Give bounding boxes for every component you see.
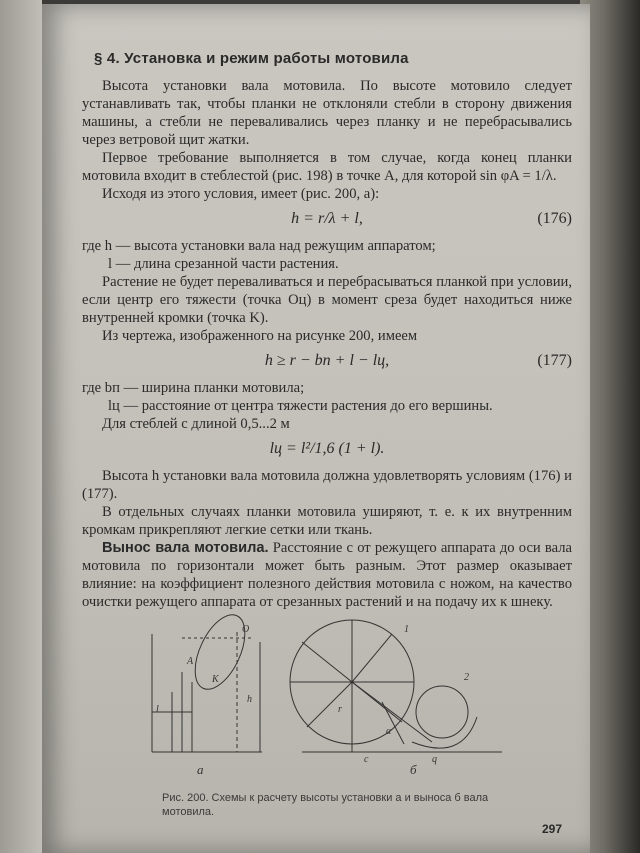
page-content	[82, 44, 572, 611]
paragraph-conditions: Высота h установки вала мотовила должна удовлетворять условиям (176) и (177).	[82, 468, 572, 502]
fig-label-l: l	[156, 704, 159, 715]
fig-label-A: A	[187, 656, 194, 667]
adjacent-page-edge	[0, 0, 42, 853]
where-lc: lц — расстояние от центра тяжести растения до его вершины.	[108, 398, 493, 414]
formula-177	[82, 345, 572, 379]
formula-176-number: (176)	[537, 210, 572, 227]
scheme-b	[290, 620, 502, 752]
page-number: 297	[542, 822, 563, 836]
where-h: где h — высота установки вала над режущим аппаратом;	[82, 238, 436, 254]
where-bp: где bп — ширина планки мотовила;	[82, 380, 305, 396]
paragraph-reel-height: Высота установки вала мотовила. По высоте мотовило следует устанавливать так, чтобы планки не отклоняли стебли в сторону движения машины, а стебли не переваливались через планку и не перебрасывались через ветровой щит жатки.	[82, 78, 572, 148]
section-heading: § 4. Установка и режим работы мотовила	[94, 50, 409, 67]
formula-176	[82, 203, 572, 237]
formula-176-expression: h = r/λ + l,	[291, 210, 363, 227]
formula-177-expression: h ≥ r − bп + l − lц,	[264, 352, 390, 369]
fig-label-r: r	[338, 704, 342, 715]
paragraph-first-requirement: Первое требование выполняется в том случае, когда конец планки мотовила входит в стеблестой (рис. 198) в точке A, для которой sin φA = 1/λ.	[82, 150, 572, 184]
where-l: l — длина срезанной части растения.	[108, 256, 339, 272]
fig-label-K: K	[212, 674, 219, 685]
fig-label-b: б	[410, 762, 417, 777]
figure-200	[142, 612, 522, 792]
fig-label-alpha: α	[386, 726, 392, 737]
fig-label-one: 1	[404, 624, 409, 635]
paragraph-plant-center: Растение не будет переваливаться и перебрасываться планкой при условии, если центр его тяжести (точка Oц) в момент среза будет находиться ниже внутренней кромки (точка K).	[82, 274, 572, 326]
formula-lc	[82, 433, 572, 467]
fig-label-two: 2	[464, 672, 469, 683]
fig-label-c: c	[364, 754, 369, 765]
paragraph-drawing-ref: Из чертежа, изображенного на рисунке 200, имеем	[102, 328, 418, 344]
paragraph-stem-length: Для стеблей с длиной 0,5...2 м	[102, 416, 290, 432]
formula-177-number: (177)	[537, 352, 572, 369]
paragraph-condition: Исходя из этого условия, имеет (рис. 200, a):	[102, 186, 380, 202]
formula-lc-expression: lц = l²/1,6 (1 + l).	[269, 440, 385, 457]
fig-label-q: q	[432, 754, 437, 765]
reel-offset-text: Расстояние c от режущего аппарата до оси вала мотовила по горизонтали может быть разным. Этот размер оказывает влияние: на коэффициент полезного действия мотовила с ножом, на качество очистки режущего аппарата от срезанных растений и на подачу их к шнеку.	[82, 540, 572, 610]
fig-label-a: а	[197, 762, 204, 777]
fig-label-O: O	[242, 624, 250, 635]
paragraph-widened-slats: В отдельных случаях планки мотовила уширяют, т. е. к их внутренним кромкам прикрепляют легкие сетки или ткань.	[82, 504, 572, 538]
book-page	[42, 4, 590, 853]
paragraph-reel-offset	[82, 539, 572, 611]
figure-caption: Рис. 200. Схемы к расчету высоты установки a и выноса б вала мотовила.	[162, 792, 489, 818]
reel-offset-title: Вынос вала мотовила.	[102, 540, 269, 556]
fig-label-h: h	[247, 694, 252, 705]
